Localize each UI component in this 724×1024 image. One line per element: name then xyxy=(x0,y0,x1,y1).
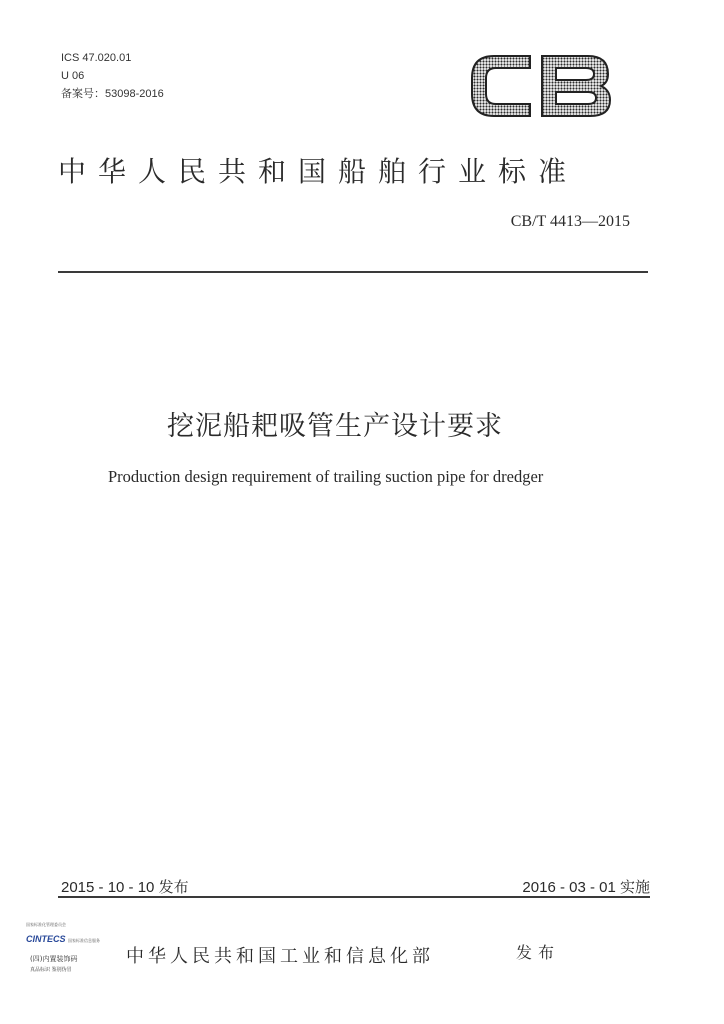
industry-standard-title: 中华人民共和国船舶行业标准 xyxy=(58,155,579,188)
stamp-line-3: 真品标识 鉴别伪冒 xyxy=(30,967,72,973)
document-title-english: Production design requirement of trailing suction pipe for dredger xyxy=(108,467,544,486)
issue-date: 2015 - 10 - 10 发布 xyxy=(61,879,189,896)
effective-date: 2016 - 03 - 01 实施 xyxy=(522,879,650,896)
ics-code: ICS 47.020.01 xyxy=(61,52,132,64)
classification-code: U 06 xyxy=(61,70,85,82)
bottom-divider xyxy=(58,896,650,898)
top-divider xyxy=(58,271,648,273)
publish-label: 发布 xyxy=(516,943,561,962)
stamp-brand: CINTECS xyxy=(26,934,66,944)
issuing-authority: 中华人民共和国工业和信息化部 xyxy=(126,946,434,967)
document-title-chinese: 挖泥船耙吸管生产设计要求 xyxy=(167,411,503,442)
stamp-line-2: (四)内置装饰码 xyxy=(30,955,78,963)
anti-counterfeit-stamp xyxy=(24,918,116,984)
stamp-top-text: 国家标准化管理委员会 xyxy=(26,922,66,927)
stamp-brand-side: 国家标准信息服务 xyxy=(68,938,100,943)
standard-number: CB/T 4413—2015 xyxy=(510,213,630,230)
cb-logo xyxy=(464,48,616,124)
filing-number: 备案号：53098-2016 xyxy=(61,88,164,100)
